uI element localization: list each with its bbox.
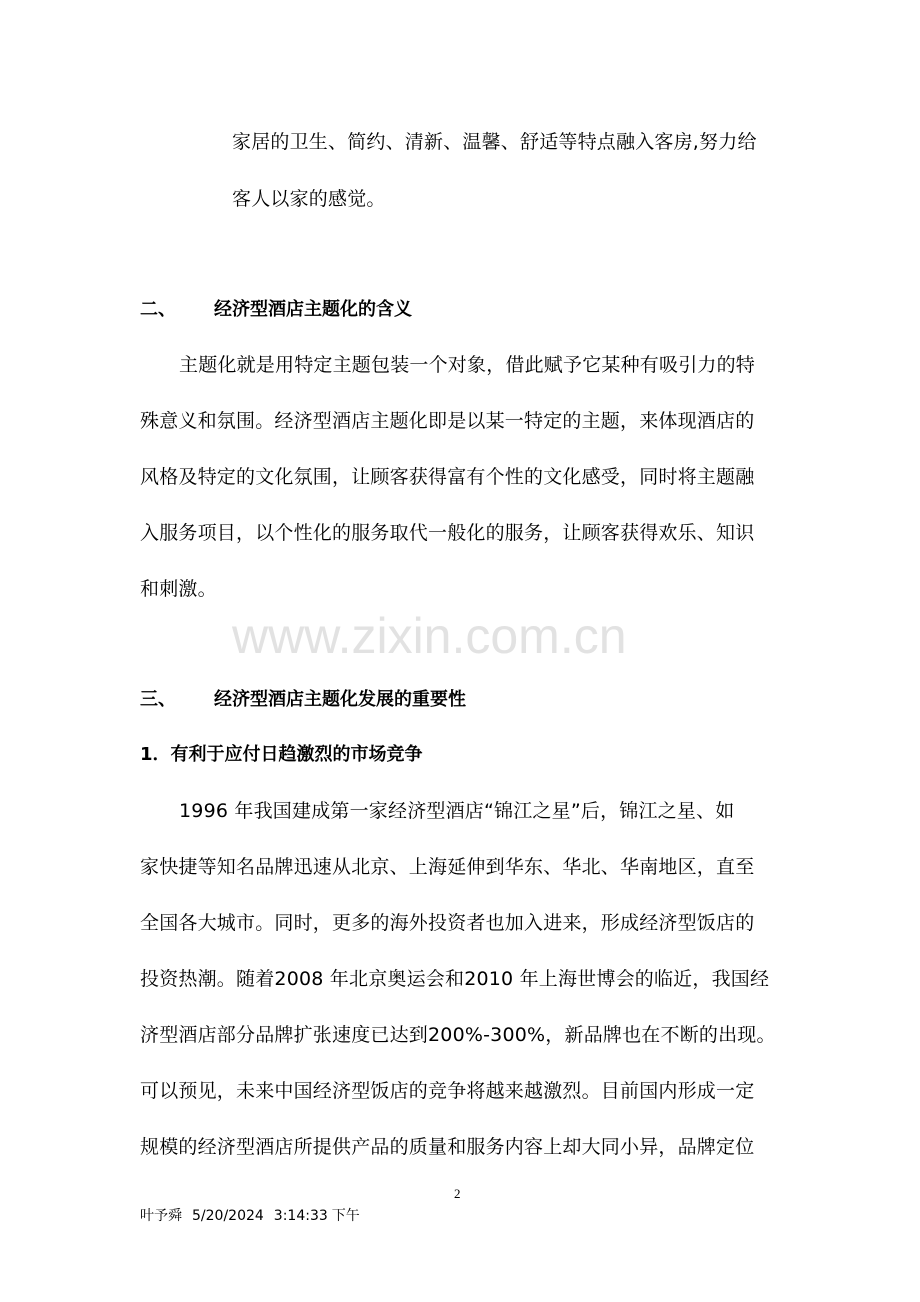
- footer-time: 3:14:33: [273, 1208, 328, 1224]
- section-title: 经济型酒店主题化的含义: [214, 299, 412, 320]
- paragraph-line: 全国各大城市。同时，更多的海外投资者也加入进来，形成经济型饭店的: [140, 912, 755, 934]
- footer-date: 5/20/2024: [192, 1208, 264, 1224]
- paragraph-line: 济型酒店部分品牌扩张速度已达到200%-300%，新品牌也在不断的出现。: [140, 1024, 776, 1046]
- paragraph-line: 可以预见，未来中国经济型饭店的竞争将越来越激烈。目前国内形成一定: [140, 1080, 755, 1102]
- paragraph-line: 投资热潮。随着2008 年北京奥运会和2010 年上海世博会的临近，我国经: [140, 968, 770, 990]
- section-number: 三、: [140, 689, 176, 710]
- paragraph-line: 和刺激。: [140, 578, 217, 600]
- paragraph-line: 规模的经济型酒店所提供产品的质量和服务内容上却大同小异，品牌定位: [140, 1136, 755, 1158]
- paragraph-line: 家快捷等知名品牌迅速从北京、上海延伸到华东、华北、华南地区，直至: [140, 856, 755, 878]
- paragraph-line: 家居的卫生、简约、清新、温馨、舒适等特点融入客房,努力给: [232, 131, 757, 153]
- section-title: 经济型酒店主题化发展的重要性: [214, 689, 466, 710]
- footer-period: 下午: [331, 1208, 360, 1224]
- footer: [140, 1207, 370, 1225]
- section-heading: [140, 298, 412, 322]
- subsection-heading: 1．有利于应付日趋激烈的市场竞争: [140, 744, 423, 765]
- paragraph-line: 风格及特定的文化氛围，让顾客获得富有个性的文化感受，同时将主题融: [140, 466, 755, 488]
- watermark: www.zixin.com.cn: [232, 608, 627, 664]
- paragraph-line: 1996 年我国建成第一家经济型酒店“锦江之星”后，锦江之星、如: [179, 800, 735, 822]
- paragraph-line: 主题化就是用特定主题包装一个对象，借此赋予它某种有吸引力的特: [179, 354, 756, 376]
- section-number: 二、: [140, 299, 176, 320]
- section-heading: [140, 688, 466, 712]
- paragraph-line: 入服务项目，以个性化的服务取代一般化的服务，让顾客获得欢乐、知识: [140, 522, 755, 544]
- footer-author: 叶予舜: [140, 1208, 182, 1224]
- paragraph-line: 殊意义和氛围。经济型酒店主题化即是以某一特定的主题，来体现酒店的: [140, 410, 755, 432]
- paragraph-line: 客人以家的感觉。: [232, 188, 386, 210]
- page-number: 2: [454, 1186, 461, 1201]
